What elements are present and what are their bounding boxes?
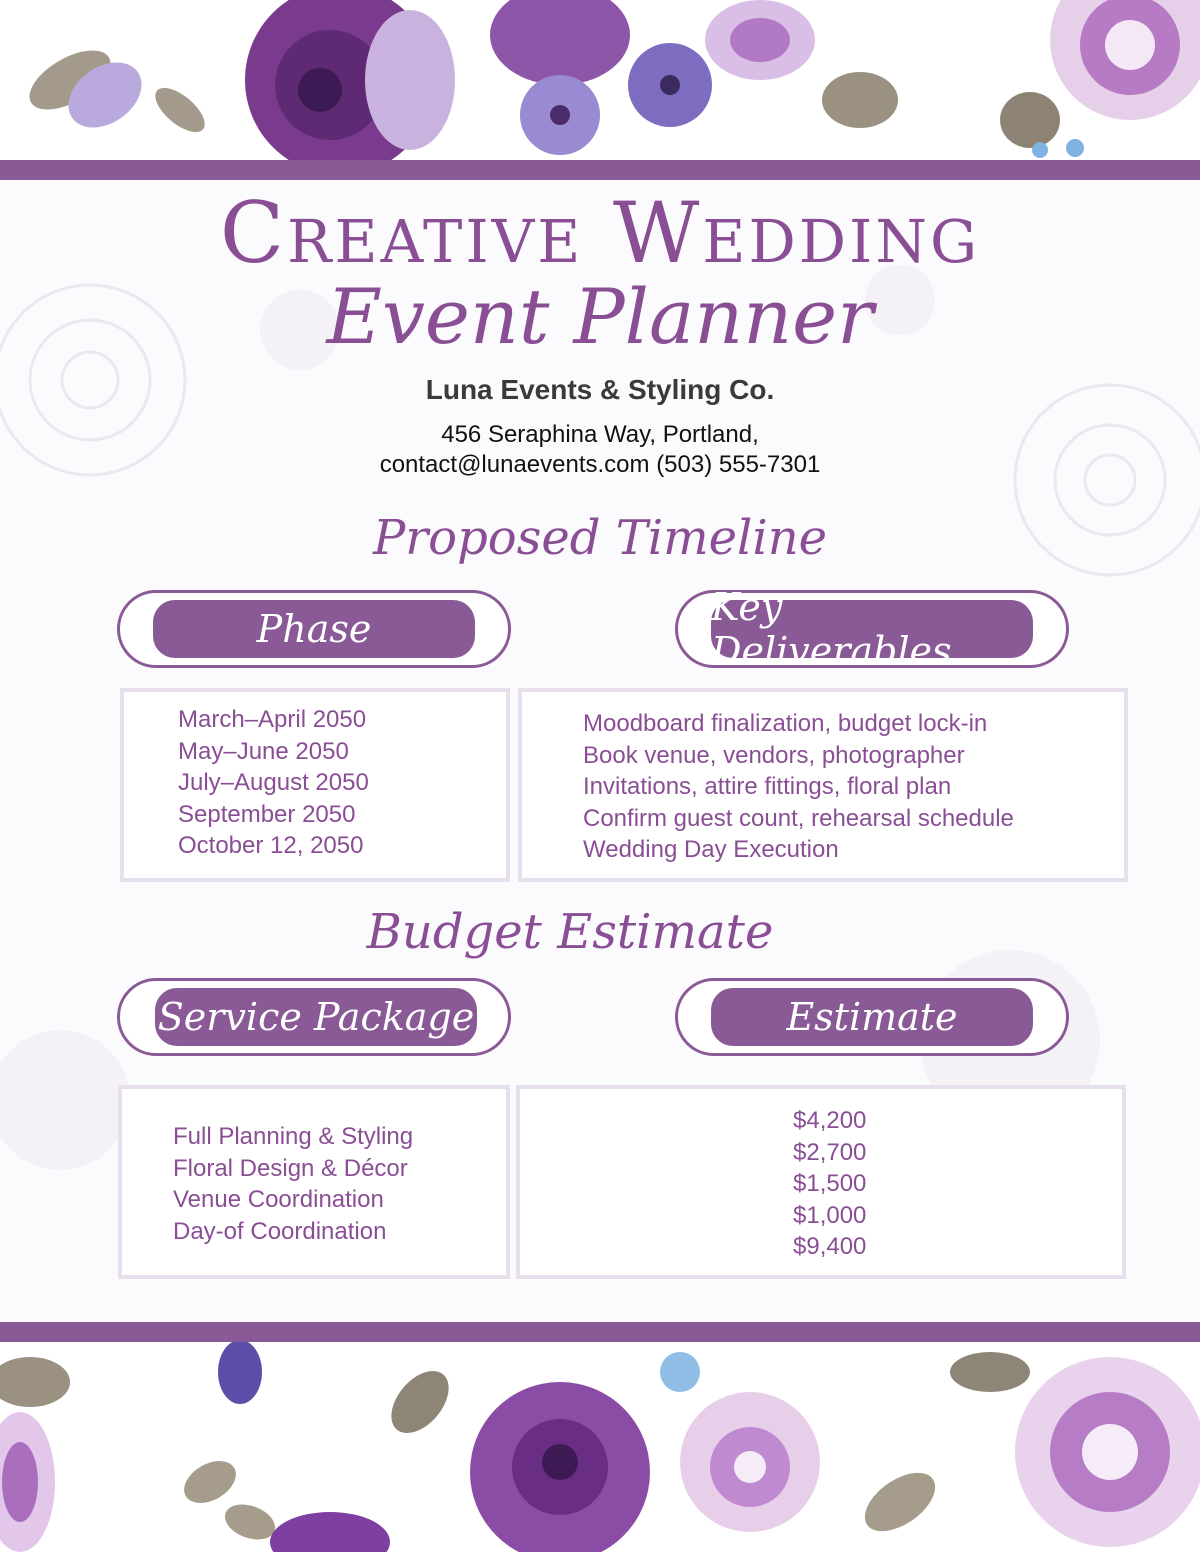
list-item: October 12, 2050 — [178, 832, 364, 859]
title-line-2: Event Planner — [326, 272, 874, 361]
company-address: 456 Seraphina Way, Portland, — [441, 421, 759, 448]
estimate-list — [793, 1105, 866, 1263]
deliverables-header-pill — [675, 585, 1069, 673]
phase-cell — [120, 688, 510, 882]
top-floral-decoration — [0, 0, 1200, 160]
list-item: March–April 2050 — [178, 706, 367, 733]
list-item: $9,400 — [793, 1233, 867, 1260]
company-contact-line: contact@lunaevents.com (503) 555-7301 — [379, 451, 821, 478]
top-divider-bar — [0, 160, 1200, 180]
list-item: $2,700 — [793, 1138, 867, 1166]
bottom-floral-decoration — [0, 1342, 1200, 1552]
phase-header-label: Phase — [153, 600, 475, 658]
deliverables-header-label: Key Deliverables — [711, 600, 1033, 658]
service-header-label: Service Package — [155, 988, 477, 1046]
timeline-section-title: Proposed Timeline — [372, 510, 828, 566]
company-name: Luna Events & Styling Co. — [425, 374, 775, 405]
bottom-divider-bar — [0, 1322, 1200, 1342]
list-item: Day-of Coordination — [173, 1217, 387, 1245]
estimate-header-label: Estimate — [711, 988, 1033, 1046]
list-item: $1,000 — [793, 1201, 867, 1229]
list-item: $4,200 — [793, 1107, 867, 1134]
list-item: Book venue, vendors, photographer — [583, 741, 965, 769]
list-item: Moodboard finalization, budget lock-in — [583, 710, 988, 737]
list-item: May–June 2050 — [178, 737, 349, 765]
service-cell — [118, 1085, 510, 1279]
estimate-cell — [516, 1085, 1126, 1279]
list-item: Full Planning & Styling — [173, 1123, 414, 1150]
estimate-header-pill — [675, 978, 1069, 1056]
deliverables-list — [583, 708, 1014, 866]
list-item: $1,500 — [793, 1170, 867, 1197]
title-line-1: Creative Wedding — [219, 184, 981, 282]
phase-list — [178, 704, 369, 862]
list-item: July–August 2050 — [178, 769, 369, 796]
company-contact — [0, 420, 1200, 480]
deliverables-cell — [518, 688, 1128, 882]
service-list — [173, 1121, 413, 1247]
budget-section-title: Budget Estimate — [366, 904, 774, 960]
list-item: Venue Coordination — [173, 1186, 384, 1213]
phase-header-pill — [117, 590, 511, 668]
list-item: Floral Design & Décor — [173, 1154, 408, 1182]
list-item: Confirm guest count, rehearsal schedule — [583, 804, 1014, 832]
service-header-pill — [117, 978, 511, 1056]
list-item: September 2050 — [178, 800, 356, 828]
list-item: Wedding Day Execution — [583, 836, 839, 863]
list-item: Invitations, attire fittings, floral plan — [583, 773, 952, 800]
